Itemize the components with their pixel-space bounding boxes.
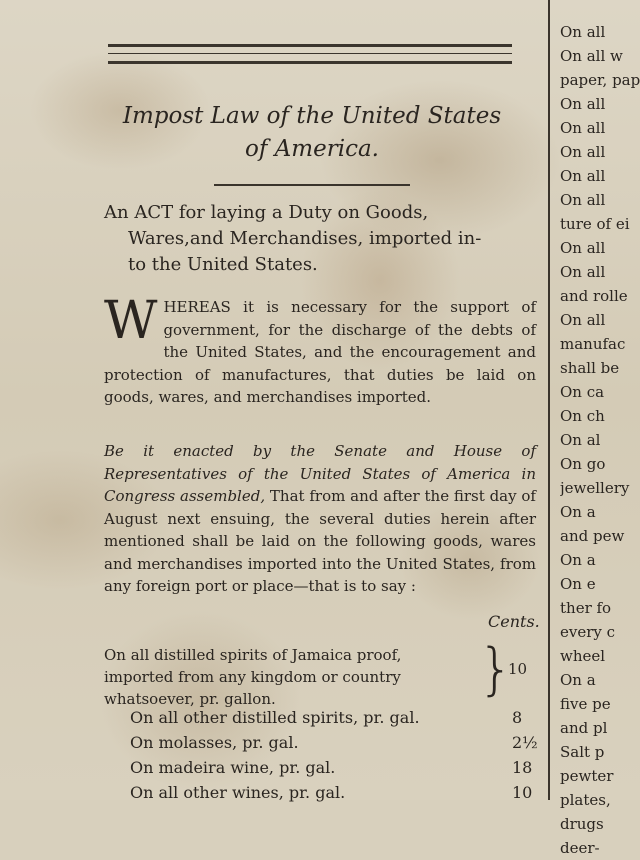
duty-entry: On madeira wine, pr. gal.	[130, 758, 336, 777]
duty-value: 10	[508, 660, 528, 678]
act-title-line-3: to the United States.	[128, 254, 318, 275]
adjacent-column-line: jewellery	[560, 479, 630, 497]
act-title-line-2: Wares,and Merchandises, imported in-	[128, 228, 482, 249]
duty-value: 18	[512, 758, 533, 777]
adjacent-column-line: On all	[560, 311, 606, 329]
adjacent-column-line: On all	[560, 23, 606, 41]
brace-glyph: }	[478, 637, 514, 702]
adjacent-column-line: On all w	[560, 47, 623, 65]
act-title	[104, 200, 536, 278]
adjacent-column-line: On all	[560, 191, 606, 209]
adjacent-column-line: and pew	[560, 527, 625, 545]
article-heading	[96, 100, 528, 166]
adjacent-column-line: and rolle	[560, 287, 628, 305]
enacting-italic: Be it enacted by the Senate and House of Representatives of the United States of America in Congress assembled,	[104, 442, 536, 505]
adjacent-column-line: pewter	[560, 767, 614, 785]
drop-cap: W	[104, 291, 158, 351]
adjacent-column-line: On e	[560, 575, 596, 593]
adjacent-column-line: On a	[560, 551, 596, 569]
duty-entry: On all other wines, pr. gal.	[130, 783, 346, 802]
adjacent-column-line: deer-	[560, 839, 600, 857]
duty-entry: On all distilled spirits of Jamaica proof, imported from any kingdom or country whatsoever, pr. gallon.	[104, 646, 402, 708]
adjacent-column-line: manufac	[560, 335, 626, 353]
adjacent-column-line: On all	[560, 263, 606, 281]
duty-value: 10	[512, 783, 533, 802]
adjacent-column-line: shall be	[560, 359, 620, 377]
adjacent-column	[560, 20, 640, 860]
heading-line-2: of America.	[245, 136, 379, 162]
adjacent-column-line: On all	[560, 239, 606, 257]
adjacent-column-line: ture of ei	[560, 215, 630, 233]
preamble-text: HEREAS it is necessary for the support of government, for the discharge of the debts of the United States, and the encouragement and protection of manufactures, that duties be laid on goods, wares, and merchandises imported.	[104, 298, 536, 406]
duty-entry: On all other distilled spirits, pr. gal.	[130, 708, 420, 727]
duty-entry: On molasses, pr. gal.	[130, 733, 299, 752]
ornamental-rule	[108, 44, 512, 64]
act-title-line-1: An ACT for laying a Duty on Goods,	[104, 202, 429, 223]
adjacent-column-line: On ca	[560, 383, 605, 401]
preamble-paragraph	[104, 291, 536, 409]
duty-value: 8	[512, 708, 523, 727]
cents-header: Cents.	[488, 612, 540, 631]
adjacent-column-line: On al	[560, 431, 601, 449]
adjacent-column-line: On a	[560, 503, 596, 521]
adjacent-column-line: five pe	[560, 695, 611, 713]
adjacent-column-line: On all	[560, 143, 606, 161]
adjacent-column-line: Salt p	[560, 743, 605, 761]
adjacent-column-line: On all	[560, 167, 606, 185]
adjacent-column-line: On go	[560, 455, 606, 473]
adjacent-column-line: ther fo	[560, 599, 612, 617]
adjacent-column-line: drugs	[560, 815, 604, 833]
section-rule	[214, 184, 410, 186]
adjacent-column-line: every c	[560, 623, 616, 641]
adjacent-column-line: plates,	[560, 791, 611, 809]
adjacent-column-line: On ch	[560, 407, 605, 425]
adjacent-column-line: On all	[560, 95, 606, 113]
enacting-clause	[104, 440, 536, 598]
heading-line-1: Impost Law of the United States	[122, 103, 502, 129]
adjacent-column-line: wheel	[560, 647, 606, 665]
column-divider	[548, 0, 550, 800]
duty-value: 2½	[512, 733, 538, 752]
adjacent-column-line: On a	[560, 671, 596, 689]
adjacent-column-line: On all	[560, 119, 606, 137]
enacting-text: That from and after the first day of August next ensuing, the several duties herein after mentioned shall be laid on the following goods, wares and merchandises imported into the United States, from any foreign port or place—that is to say :	[104, 487, 536, 595]
adjacent-column-line: and pl	[560, 719, 608, 737]
adjacent-column-line: paper, pap	[560, 71, 640, 89]
